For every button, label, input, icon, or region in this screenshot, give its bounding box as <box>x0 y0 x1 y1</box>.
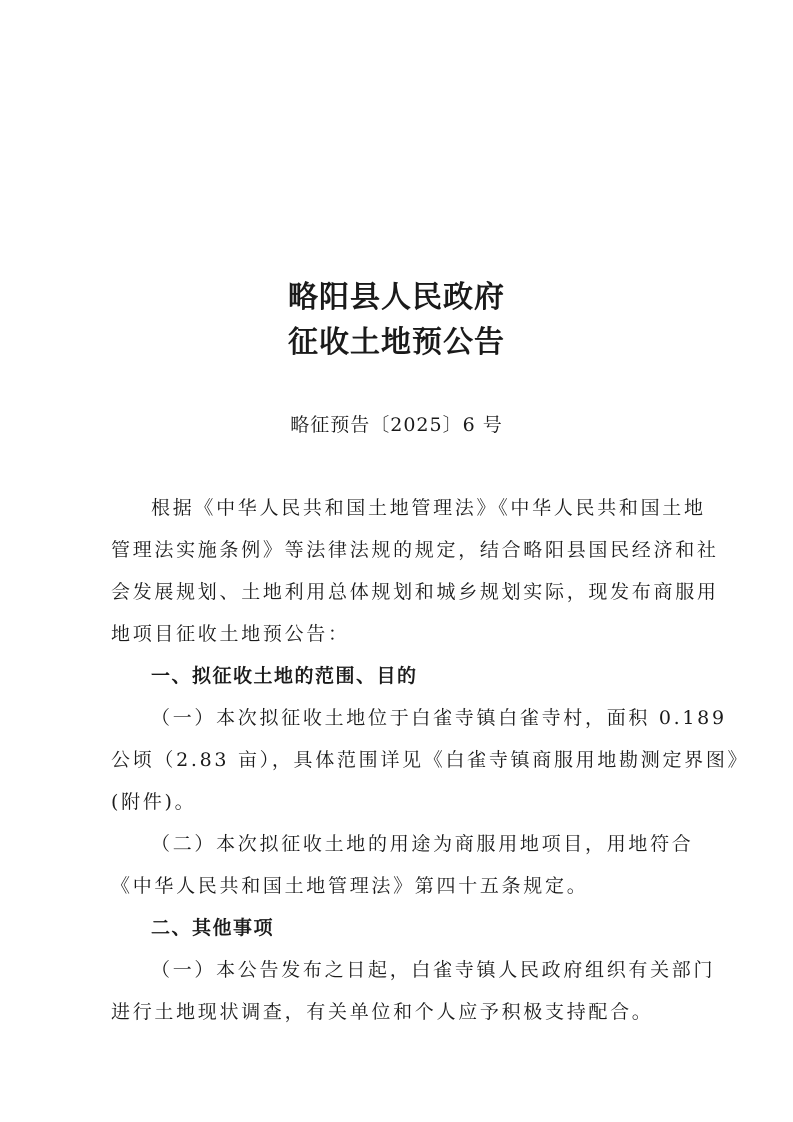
section-1-item-1-line: 公顷（2.83 亩），具体范围详见《白雀寺镇商服用地勘测定界图》 <box>111 749 750 771</box>
section-2-item-1-line: 进行土地现状调查，有关单位和个人应予积极支持配合。 <box>111 1001 654 1023</box>
intro-line: 地项目征收土地预公告： <box>111 623 350 645</box>
document-body <box>111 487 750 1033</box>
intro-line: 会发展规划、土地利用总体规划和城乡规划实际，现发布商服用 <box>111 581 719 603</box>
section-2-item-1-line: （一）本公告发布之日起，白雀寺镇人民政府组织有关部门 <box>151 959 716 981</box>
document-number: 略征预告〔2025〕6 号 <box>290 414 503 436</box>
section-1-item-1-line: （一）本次拟征收土地位于白雀寺镇白雀寺村，面积 0.189 <box>151 707 727 729</box>
intro-line: 根据《中华人民共和国土地管理法》《中华人民共和国土地 <box>151 497 706 519</box>
document-title-line-1: 略阳县人民政府 <box>288 280 505 315</box>
intro-line: 管理法实施条例》等法律法规的规定，结合略阳县国民经济和社 <box>111 539 719 561</box>
section-1-item-2-line: 《中华人民共和国土地管理法》第四十五条规定。 <box>111 875 589 897</box>
section-1-item-2-line: （二）本次拟征收土地的用途为商服用地项目，用地符合 <box>151 833 694 855</box>
document-title-line-2: 征收土地预公告 <box>288 325 505 360</box>
section-1-heading: 一、拟征收土地的范围、目的 <box>151 665 418 687</box>
section-1-item-1-line: (附件)。 <box>111 791 197 813</box>
section-2-heading: 二、其他事项 <box>151 917 275 939</box>
